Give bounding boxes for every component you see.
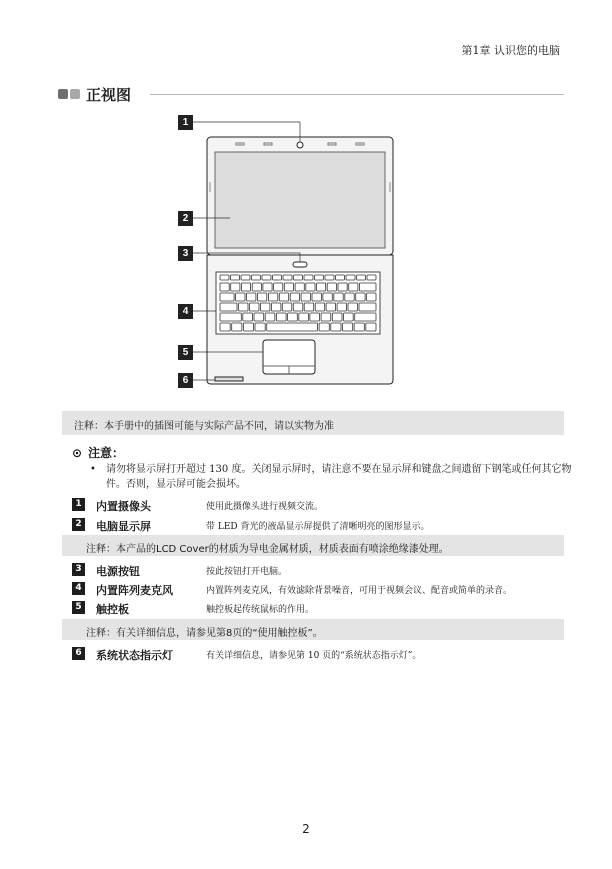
- keyboard-key: [336, 275, 345, 280]
- keyboard-key: [293, 303, 303, 311]
- keyboard-key: [346, 275, 355, 280]
- keyboard-key: [354, 323, 364, 331]
- keyboard-key: [355, 313, 376, 321]
- keyboard-key: [356, 293, 365, 301]
- keyboard-key: [236, 293, 245, 301]
- item-desc: 带 LED 背光的液晶显示屏提供了清晰明亮的图形显示。: [206, 522, 430, 532]
- item-number: 6: [72, 647, 85, 660]
- section-marker-icon: [58, 89, 68, 99]
- keyboard-key: [366, 323, 376, 331]
- keyboard-key: [231, 275, 240, 280]
- attention-icon: ⊙: [72, 446, 83, 460]
- keyboard-key: [310, 313, 320, 321]
- keyboard-key: [359, 283, 376, 291]
- keyboard-key: [345, 293, 354, 301]
- bullet-dot: •: [90, 464, 96, 475]
- item-desc: 内置阵列麦克风，有效滤除背景噪音，可用于视频会议、配音或简单的录音。: [206, 586, 513, 596]
- callout-5: 5: [178, 345, 193, 360]
- keyboard-key: [349, 283, 358, 291]
- illustration-note: [62, 411, 564, 435]
- chapter-header: 第1章 认识您的电脑: [461, 44, 560, 57]
- keyboard-key: [220, 313, 241, 321]
- keyboard-key: [252, 275, 261, 280]
- keyboard-key: [332, 313, 342, 321]
- keyboard-key: [220, 283, 229, 291]
- keyboard-key: [260, 303, 270, 311]
- lcd-note-text: 注释：本产品的LCD Cover的材质为导电金属材质，材质表面有喷涂绝缘漆处理。: [86, 544, 449, 555]
- keyboard-key: [220, 275, 229, 280]
- item-desc: 按此按钮打开电脑。: [206, 567, 288, 577]
- keyboard-key: [323, 293, 332, 301]
- keyboard-key: [301, 293, 310, 301]
- keyboard-key: [252, 283, 261, 291]
- attention-text: 请勿将显示屏打开超过 130 度。关闭显示屏时，请注意不要在显示屏和键盘之间遗留下钢笔或任何其它物件。否则，显示屏可能会损坏。: [106, 464, 572, 490]
- keyboard-key: [290, 293, 299, 301]
- keyboard-key: [357, 275, 366, 280]
- callout-4: 4: [178, 304, 193, 319]
- keyboard-key: [232, 323, 242, 331]
- keyboard-key: [321, 313, 331, 321]
- item-name: 系统状态指示灯: [96, 649, 173, 662]
- keyboard-key: [284, 283, 293, 291]
- keyboard-key: [312, 293, 321, 301]
- keyboard-key: [299, 313, 309, 321]
- item-name: 电脑显示屏: [96, 520, 151, 533]
- keyboard-key: [304, 303, 314, 311]
- item-name: 内置阵列麦克风: [96, 584, 173, 597]
- keyboard-key: [267, 323, 318, 331]
- keyboard-key: [273, 275, 282, 280]
- keyboard-key: [265, 313, 275, 321]
- keyboard-key: [283, 275, 292, 280]
- keyboard-key: [241, 275, 250, 280]
- item-number: 2: [72, 518, 85, 531]
- keyboard-key: [257, 293, 266, 301]
- keyboard-key: [279, 293, 288, 301]
- item-name: 电源按钮: [96, 565, 140, 578]
- section-header: [58, 86, 564, 102]
- item-desc: 有关详细信息，请参见第 10 页的“系统状态指示灯”。: [206, 651, 422, 661]
- touchpad-note-text: 注释：有关详细信息，请参见第8页的“使用触控板”。: [86, 628, 323, 639]
- section-marker-icon: [70, 89, 80, 99]
- keyboard-key: [254, 313, 264, 321]
- item-number: 4: [72, 582, 85, 595]
- section-title: 正视图: [86, 86, 132, 104]
- keyboard-key: [220, 293, 234, 301]
- item-name: 触控板: [96, 603, 129, 616]
- keyboard-key: [315, 275, 324, 280]
- keyboard-key: [247, 293, 256, 301]
- keyboard-key: [337, 303, 347, 311]
- callout-1: 1: [178, 115, 193, 130]
- keyboard-key: [274, 283, 283, 291]
- keyboard-key: [263, 283, 272, 291]
- item-number: 5: [72, 601, 85, 614]
- keyboard-key: [367, 293, 376, 301]
- keyboard-key: [231, 283, 240, 291]
- keyboard-key: [343, 323, 353, 331]
- keyboard-key: [250, 303, 260, 311]
- laptop-diagram: [170, 112, 400, 392]
- keyboard-key: [326, 303, 336, 311]
- keyboard-key: [271, 303, 281, 311]
- callout-6: 6: [178, 373, 193, 388]
- keyboard-key: [241, 283, 250, 291]
- keyboard-key: [317, 283, 326, 291]
- keyboard-key: [262, 275, 271, 280]
- keyboard-key: [304, 275, 313, 280]
- keyboard-key: [282, 303, 292, 311]
- keyboard-key: [334, 293, 343, 301]
- keyboard-key: [367, 275, 376, 280]
- attention-block: [72, 444, 572, 490]
- keyboard-key: [359, 303, 376, 311]
- keyboard-key: [268, 293, 277, 301]
- keyboard-key: [243, 323, 253, 331]
- lcd-note: [62, 535, 564, 556]
- item-name: 内置摄像头: [96, 500, 151, 513]
- keyboard-key: [315, 303, 325, 311]
- keyboard-key: [220, 303, 237, 311]
- keyboard-key: [295, 283, 304, 291]
- keyboard-key: [325, 275, 334, 280]
- keyboard-key: [306, 283, 315, 291]
- keyboard-key: [348, 303, 358, 311]
- keyboard-key: [220, 323, 230, 331]
- keyboard-key: [331, 323, 341, 331]
- keyboard-key: [338, 283, 347, 291]
- keyboard-key: [276, 313, 286, 321]
- keyboard-key: [327, 283, 336, 291]
- keyboard-key: [243, 313, 253, 321]
- callout-3: 3: [178, 246, 193, 261]
- keyboard-key: [344, 313, 354, 321]
- item-desc: 触控板起传统鼠标的作用。: [206, 605, 315, 615]
- keyboard-key: [294, 275, 303, 280]
- attention-title-text: 注意：: [88, 446, 125, 460]
- keyboard-key: [255, 323, 265, 331]
- keyboard-key: [319, 323, 329, 331]
- laptop-illustration: [170, 112, 400, 392]
- attention-title: [72, 444, 124, 461]
- keyboard-key: [239, 303, 249, 311]
- touchpad-note: [62, 619, 564, 640]
- page-number: 2: [302, 822, 310, 836]
- illustration-note-text: 注释：本手册中的插图可能与实际产品不同，请以实物为准: [74, 421, 334, 432]
- section-divider: [150, 94, 564, 95]
- item-desc: 使用此摄像头进行视频交流。: [206, 502, 324, 512]
- item-number: 3: [72, 563, 85, 576]
- item-number: 1: [72, 498, 85, 511]
- keyboard-key: [288, 313, 298, 321]
- callout-2: 2: [178, 211, 193, 226]
